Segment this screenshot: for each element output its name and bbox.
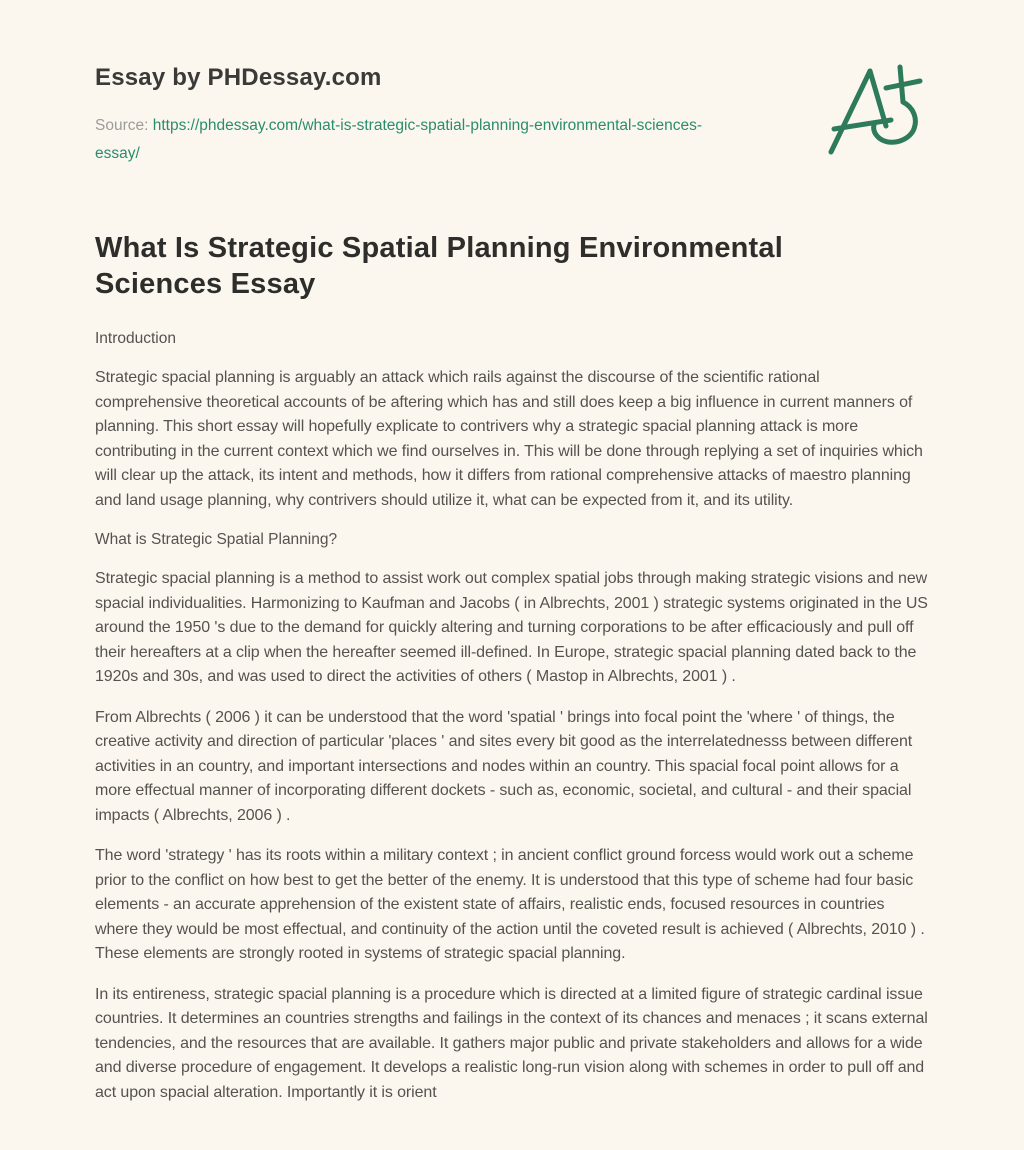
source-label: Source: [95, 117, 149, 134]
site-header-title: Essay by PHDessay.com [95, 64, 382, 91]
page-header [95, 64, 929, 168]
source-url-link[interactable]: https://phdessay.com/what-is-strategic-spatial-planning-environmental-sciences-essay/ [95, 117, 703, 162]
a-plus-logo-icon [806, 54, 938, 176]
essay-paragraph: From Albrechts ( 2006 ) it can be understood that the word 'spatial ' brings into focal point the 'where ' of things, the creative activity and direction of particular 'places ' and sites every bit good as the interrelatednesss between different activities in an country, and important intersections and nodes within an country. This spacial focal point allows for a more effectual manner of incorporating different dockets - such as, economic, societal, and cultural - and their spacial impacts ( Albrechts, 2006 ) . [95, 708, 913, 824]
phdessay-logo [806, 54, 938, 176]
essay-paragraph: The word 'strategy ' has its roots within a military context ; in ancient conflict ground forcess would work out a scheme prior to the conflict on how best to get the better of the enemy. It is understood that this type of scheme had four basic elements - an accurate apprehension of the existent state of affairs, realistic ends, focused resources in countries where they would be most effectual, and continuity of the action until the coveted result is achieved ( Albrechts, 2010 ) . These elements are strongly rooted in systems of strategic spacial planning. [95, 847, 925, 962]
section-heading-introduction: Introduction [95, 330, 176, 347]
section-heading-what-is-strategic-spatial-planning: What is Strategic Spatial Planning? [95, 531, 338, 548]
essay-paragraph: Strategic spacial planning is a method to assist work out complex spatial jobs through making strategic visions and new spacial individualities. Harmonizing to Kaufman and Jacobs ( in Albrechts, 2001 ) strategic systems originated in the US around the 1950 's due to the demand for quickly altering and turning corporations to be after efficaciously and pull off their hereafters at a clip when the hereafter seemed ill-defined. In Europe, strategic spacial planning dated back to the 1920s and 30s, and was used to direct the activities of others ( Mastop in Albrechts, 2001 ) . [95, 570, 928, 685]
source-line [95, 112, 707, 168]
essay-title: What Is Strategic Spatial Planning Environmental Sciences Essay [95, 232, 783, 300]
essay-paragraph: Strategic spacial planning is arguably an attack which rails against the discourse of the scientific rational comprehensive theoretical accounts of be aftering which has and still does keep a big influence in current manners of planning. This short essay will hopefully explicate to contrivers why a strategic spacial planning attack is more contributing in the current context which we find ourselves in. This will be done through replying a set of inquiries which will clear up the attack, its intent and methods, how it differs from rational comprehensive attacks of maestro planning and land usage planning, why contrivers should utilize it, what can be expected from it, and its utility. [95, 369, 923, 509]
essay-paragraph: In its entireness, strategic spacial planning is a procedure which is directed at a limited figure of strategic cardinal issue countries. It determines an countries strengths and failings in the context of its chances and menaces ; it scans external tendencies, and the resources that are available. It gathers major public and private stakeholders and allows for a wide and diverse procedure of engagement. It develops a realistic long-run vision along with schemes in order to pull off and act upon spacial alteration. Importantly it is orient [95, 985, 928, 1101]
